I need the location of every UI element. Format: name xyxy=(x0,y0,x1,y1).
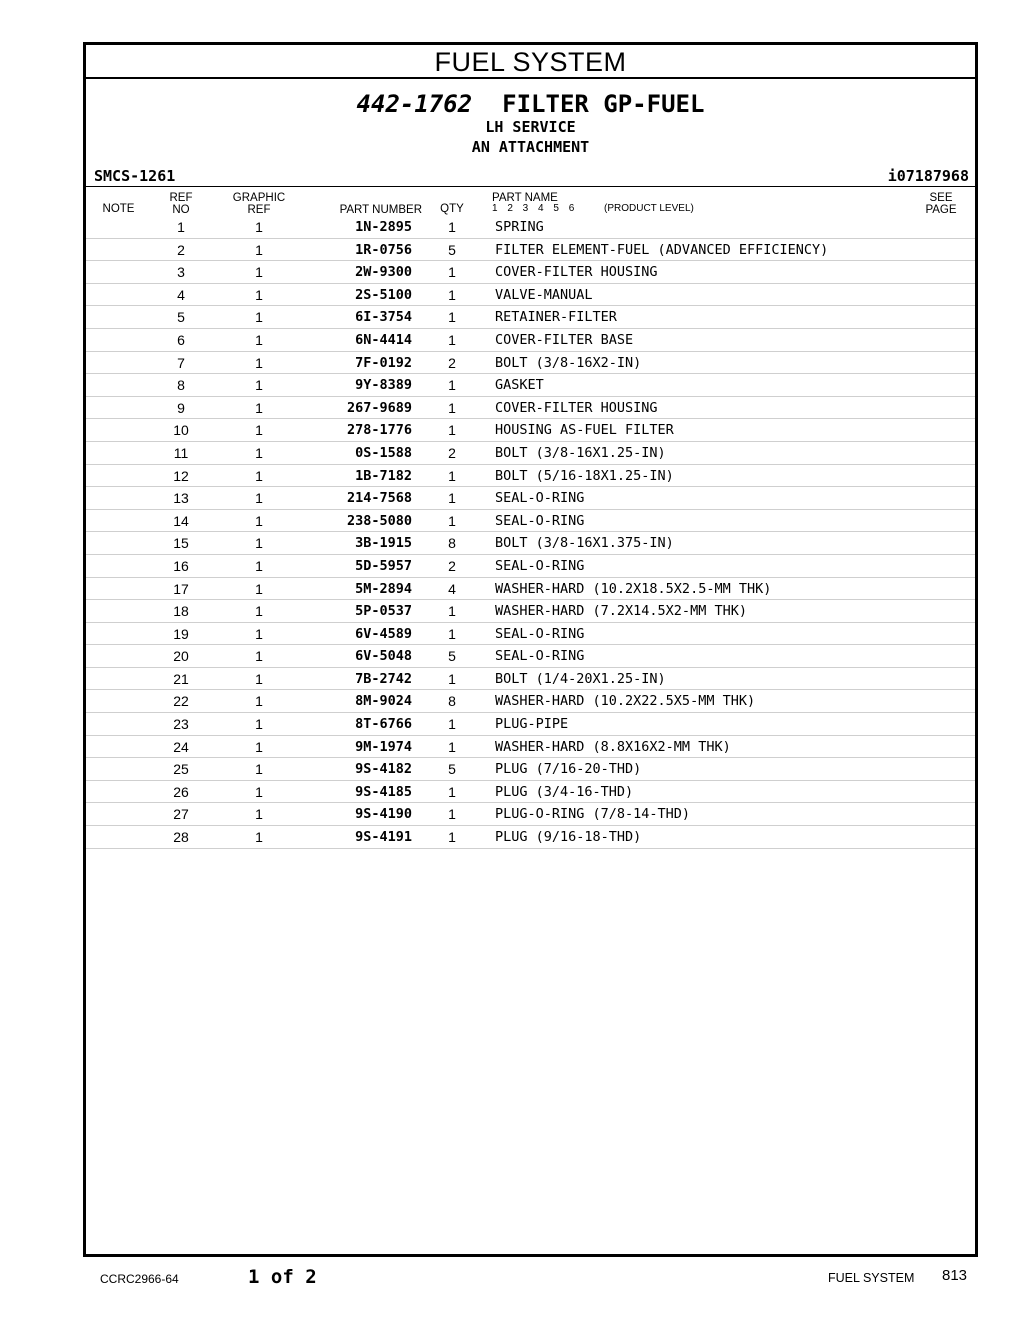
ref-no-cell: 3 xyxy=(177,264,185,281)
table-row xyxy=(86,578,975,601)
qty-cell: 1 xyxy=(448,422,456,439)
part-number-cell: 6V-5048 xyxy=(355,648,412,665)
ref-no-cell: 23 xyxy=(173,716,189,733)
ref-no-cell: 1 xyxy=(177,219,185,235)
footer-page-number: 813 xyxy=(942,1267,968,1284)
part-name-cell: GASKET xyxy=(495,377,544,394)
ref-no-cell: 7 xyxy=(177,354,185,371)
qty-cell: 1 xyxy=(448,219,456,235)
part-number-cell: 9M-1974 xyxy=(355,738,412,755)
ref-no-cell: 19 xyxy=(173,625,189,642)
table-row xyxy=(86,713,975,736)
part-name-cell: SEAL-O-RING xyxy=(495,625,585,642)
ref-no-cell: 2 xyxy=(177,241,185,258)
footer-section: FUEL SYSTEM xyxy=(828,1271,915,1285)
ref-no-cell: 4 xyxy=(177,286,185,303)
part-name-cell: WASHER-HARD (7.2X14.5X2-MM THK) xyxy=(495,603,747,620)
qty-cell: 1 xyxy=(448,603,456,620)
qty-cell: 1 xyxy=(448,625,456,642)
table-row xyxy=(86,532,975,555)
group-subtitle-1: LH SERVICE xyxy=(485,118,576,136)
part-name-cell: WASHER-HARD (8.8X16X2-MM THK) xyxy=(495,738,731,755)
part-name-cell: BOLT (5/16-18X1.25-IN) xyxy=(495,467,674,484)
graphic-ref-cell: 1 xyxy=(255,331,263,348)
group-name: FILTER GP-FUEL xyxy=(502,90,705,118)
col-header-part-name: PART NAME xyxy=(492,192,558,204)
part-name-cell: BOLT (3/8-16X2-IN) xyxy=(495,354,642,371)
ref-no-cell: 12 xyxy=(173,467,189,484)
part-number-cell: 6I-3754 xyxy=(355,309,412,326)
graphic-ref-cell: 1 xyxy=(255,399,263,416)
graphic-ref-cell: 1 xyxy=(255,219,263,235)
part-name-cell: SEAL-O-RING xyxy=(495,512,585,529)
col-header-ref-no-line2: NO xyxy=(172,204,190,216)
part-number-cell: 7B-2742 xyxy=(355,670,412,687)
qty-cell: 5 xyxy=(448,648,456,665)
table-row xyxy=(86,374,975,397)
product-level-label: (PRODUCT LEVEL) xyxy=(604,203,694,214)
table-row xyxy=(86,419,975,442)
ref-no-cell: 16 xyxy=(173,557,189,574)
part-number-cell: 0S-1588 xyxy=(355,444,412,461)
table-row xyxy=(86,803,975,826)
table-row xyxy=(86,736,975,759)
page-frame xyxy=(83,42,978,1257)
table-row xyxy=(86,306,975,329)
part-number-cell: 1N-2895 xyxy=(355,219,412,235)
part-name-cell: WASHER-HARD (10.2X18.5X2.5-MM THK) xyxy=(495,580,772,597)
col-header-graphic-ref-line1: GRAPHIC xyxy=(232,192,286,204)
table-row xyxy=(86,510,975,533)
table-row xyxy=(86,397,975,420)
table-row xyxy=(86,442,975,465)
table-row xyxy=(86,352,975,375)
qty-cell: 1 xyxy=(448,264,456,281)
part-number-cell: 3B-1915 xyxy=(355,535,412,552)
qty-cell: 1 xyxy=(448,399,456,416)
part-number-cell: 6V-4589 xyxy=(355,625,412,642)
table-row xyxy=(86,690,975,713)
part-name-cell: BOLT (3/8-16X1.25-IN) xyxy=(495,444,666,461)
qty-cell: 1 xyxy=(448,829,456,846)
col-header-qty: QTY xyxy=(440,203,464,215)
part-name-cell: PLUG-PIPE xyxy=(495,716,569,733)
graphic-ref-cell: 1 xyxy=(255,670,263,687)
document-id: i07187968 xyxy=(887,167,969,185)
qty-cell: 8 xyxy=(448,693,456,710)
graphic-ref-cell: 1 xyxy=(255,535,263,552)
graphic-ref-cell: 1 xyxy=(255,738,263,755)
ref-no-cell: 25 xyxy=(173,761,189,778)
table-row xyxy=(86,487,975,510)
graphic-ref-cell: 1 xyxy=(255,512,263,529)
graphic-ref-cell: 1 xyxy=(255,286,263,303)
table-row xyxy=(86,758,975,781)
graphic-ref-cell: 1 xyxy=(255,241,263,258)
col-header-part-number: PART NUMBER xyxy=(339,204,422,216)
col-header-note: NOTE xyxy=(102,203,135,215)
ref-no-cell: 5 xyxy=(177,309,185,326)
part-name-cell: SPRING xyxy=(495,219,544,235)
graphic-ref-cell: 1 xyxy=(255,422,263,439)
graphic-ref-cell: 1 xyxy=(255,309,263,326)
qty-cell: 1 xyxy=(448,490,456,507)
footer-code: CCRC2966-64 xyxy=(100,1272,179,1286)
ref-no-cell: 27 xyxy=(173,806,189,823)
ref-no-cell: 15 xyxy=(173,535,189,552)
part-number-cell: 1R-0756 xyxy=(355,241,412,258)
part-number-cell: 278-1776 xyxy=(346,422,412,439)
table-row xyxy=(86,781,975,804)
col-header-see-page xyxy=(916,192,966,216)
qty-cell: 2 xyxy=(448,354,456,371)
qty-cell: 1 xyxy=(448,377,456,394)
part-number-cell: 9S-4182 xyxy=(355,761,412,778)
part-name-cell: WASHER-HARD (10.2X22.5X5-MM THK) xyxy=(495,693,756,710)
ref-no-cell: 13 xyxy=(173,490,189,507)
col-header-graphic-ref-line2: REF xyxy=(247,204,271,216)
ref-no-cell: 11 xyxy=(173,444,189,461)
part-name-cell: COVER-FILTER HOUSING xyxy=(495,264,658,281)
group-number: 442-1762 xyxy=(356,90,473,118)
graphic-ref-cell: 1 xyxy=(255,377,263,394)
ref-no-cell: 6 xyxy=(177,331,185,348)
part-name-cell: RETAINER-FILTER xyxy=(495,309,617,326)
graphic-ref-cell: 1 xyxy=(255,829,263,846)
graphic-ref-cell: 1 xyxy=(255,467,263,484)
qty-cell: 1 xyxy=(448,512,456,529)
ref-no-cell: 14 xyxy=(173,512,189,529)
table-row xyxy=(86,239,975,262)
qty-cell: 1 xyxy=(448,738,456,755)
part-name-cell: PLUG (7/16-20-THD) xyxy=(495,761,642,778)
table-row xyxy=(86,555,975,578)
part-name-cell: SEAL-O-RING xyxy=(495,557,585,574)
part-number-cell: 7F-0192 xyxy=(355,354,412,371)
graphic-ref-cell: 1 xyxy=(255,264,263,281)
qty-cell: 5 xyxy=(448,761,456,778)
table-row xyxy=(86,329,975,352)
part-number-cell: 5M-2894 xyxy=(355,580,412,597)
ref-no-cell: 10 xyxy=(173,422,189,439)
graphic-ref-cell: 1 xyxy=(255,580,263,597)
section-title: FUEL SYSTEM xyxy=(86,45,975,79)
product-level-numbers: 1 2 3 4 5 6 xyxy=(492,203,575,214)
graphic-ref-cell: 1 xyxy=(255,693,263,710)
graphic-ref-cell: 1 xyxy=(255,490,263,507)
qty-cell: 5 xyxy=(448,241,456,258)
header-divider xyxy=(86,186,975,187)
group-subtitle-2: AN ATTACHMENT xyxy=(471,138,590,156)
ref-no-cell: 22 xyxy=(173,693,189,710)
smcs-code: SMCS-1261 xyxy=(94,167,176,185)
part-name-cell: COVER-FILTER BASE xyxy=(495,331,634,348)
ref-no-cell: 17 xyxy=(173,580,189,597)
table-row xyxy=(86,645,975,668)
graphic-ref-cell: 1 xyxy=(255,806,263,823)
part-name-cell: PLUG (9/16-18-THD) xyxy=(495,829,642,846)
part-number-cell: 2S-5100 xyxy=(355,286,412,303)
qty-cell: 1 xyxy=(448,716,456,733)
table-row xyxy=(86,261,975,284)
part-number-cell: 5D-5957 xyxy=(355,557,412,574)
part-number-cell: 214-7568 xyxy=(346,490,412,507)
qty-cell: 1 xyxy=(448,783,456,800)
ref-no-cell: 18 xyxy=(173,603,189,620)
col-header-see-page-line1: SEE xyxy=(929,192,953,204)
part-number-cell: 5P-0537 xyxy=(355,603,412,620)
ref-no-cell: 24 xyxy=(173,738,189,755)
graphic-ref-cell: 1 xyxy=(255,603,263,620)
part-name-cell: COVER-FILTER HOUSING xyxy=(495,399,658,416)
part-name-cell: VALVE-MANUAL xyxy=(495,286,593,303)
qty-cell: 8 xyxy=(448,535,456,552)
col-header-ref-no xyxy=(156,192,206,216)
table-row xyxy=(86,623,975,646)
col-header-see-page-line2: PAGE xyxy=(925,204,957,216)
graphic-ref-cell: 1 xyxy=(255,761,263,778)
qty-cell: 2 xyxy=(448,557,456,574)
qty-cell: 1 xyxy=(448,309,456,326)
graphic-ref-cell: 1 xyxy=(255,625,263,642)
part-name-cell: PLUG-O-RING (7/8-14-THD) xyxy=(495,806,691,823)
part-number-cell: 238-5080 xyxy=(346,512,412,529)
table-row xyxy=(86,668,975,691)
col-header-ref-no-line1: REF xyxy=(169,192,193,204)
part-number-cell: 2W-9300 xyxy=(355,264,412,281)
part-name-cell: BOLT (1/4-20X1.25-IN) xyxy=(495,670,666,687)
part-number-cell: 9S-4185 xyxy=(355,783,412,800)
ref-no-cell: 20 xyxy=(173,648,189,665)
part-name-cell: SEAL-O-RING xyxy=(495,648,585,665)
qty-cell: 2 xyxy=(448,444,456,461)
group-title xyxy=(86,89,975,119)
graphic-ref-cell: 1 xyxy=(255,444,263,461)
graphic-ref-cell: 1 xyxy=(255,648,263,665)
table-row xyxy=(86,284,975,307)
part-name-cell: FILTER ELEMENT-FUEL (ADVANCED EFFICIENCY) xyxy=(495,241,829,258)
table-row xyxy=(86,465,975,488)
table-row xyxy=(86,216,975,239)
footer-page-of: 1 of 2 xyxy=(248,1266,317,1288)
graphic-ref-cell: 1 xyxy=(255,783,263,800)
part-name-cell: BOLT (3/8-16X1.375-IN) xyxy=(495,535,674,552)
table-row xyxy=(86,826,975,849)
part-number-cell: 267-9689 xyxy=(346,399,412,416)
graphic-ref-cell: 1 xyxy=(255,354,263,371)
graphic-ref-cell: 1 xyxy=(255,557,263,574)
part-number-cell: 6N-4414 xyxy=(355,331,412,348)
ref-no-cell: 9 xyxy=(177,399,185,416)
part-name-cell: SEAL-O-RING xyxy=(495,490,585,507)
part-number-cell: 9S-4190 xyxy=(355,806,412,823)
qty-cell: 1 xyxy=(448,286,456,303)
ref-no-cell: 8 xyxy=(177,377,185,394)
part-number-cell: 8T-6766 xyxy=(355,716,412,733)
parts-table xyxy=(86,216,975,849)
qty-cell: 4 xyxy=(448,580,456,597)
ref-no-cell: 21 xyxy=(173,670,189,687)
part-number-cell: 1B-7182 xyxy=(355,467,412,484)
part-name-cell: PLUG (3/4-16-THD) xyxy=(495,783,634,800)
part-name-cell: HOUSING AS-FUEL FILTER xyxy=(495,422,674,439)
ref-no-cell: 28 xyxy=(173,829,189,846)
part-number-cell: 9S-4191 xyxy=(355,829,412,846)
part-number-cell: 9Y-8389 xyxy=(355,377,412,394)
qty-cell: 1 xyxy=(448,670,456,687)
qty-cell: 1 xyxy=(448,331,456,348)
col-header-graphic-ref xyxy=(226,192,292,216)
table-row xyxy=(86,600,975,623)
part-number-cell: 8M-9024 xyxy=(355,693,412,710)
graphic-ref-cell: 1 xyxy=(255,716,263,733)
qty-cell: 1 xyxy=(448,806,456,823)
qty-cell: 1 xyxy=(448,467,456,484)
ref-no-cell: 26 xyxy=(173,783,189,800)
